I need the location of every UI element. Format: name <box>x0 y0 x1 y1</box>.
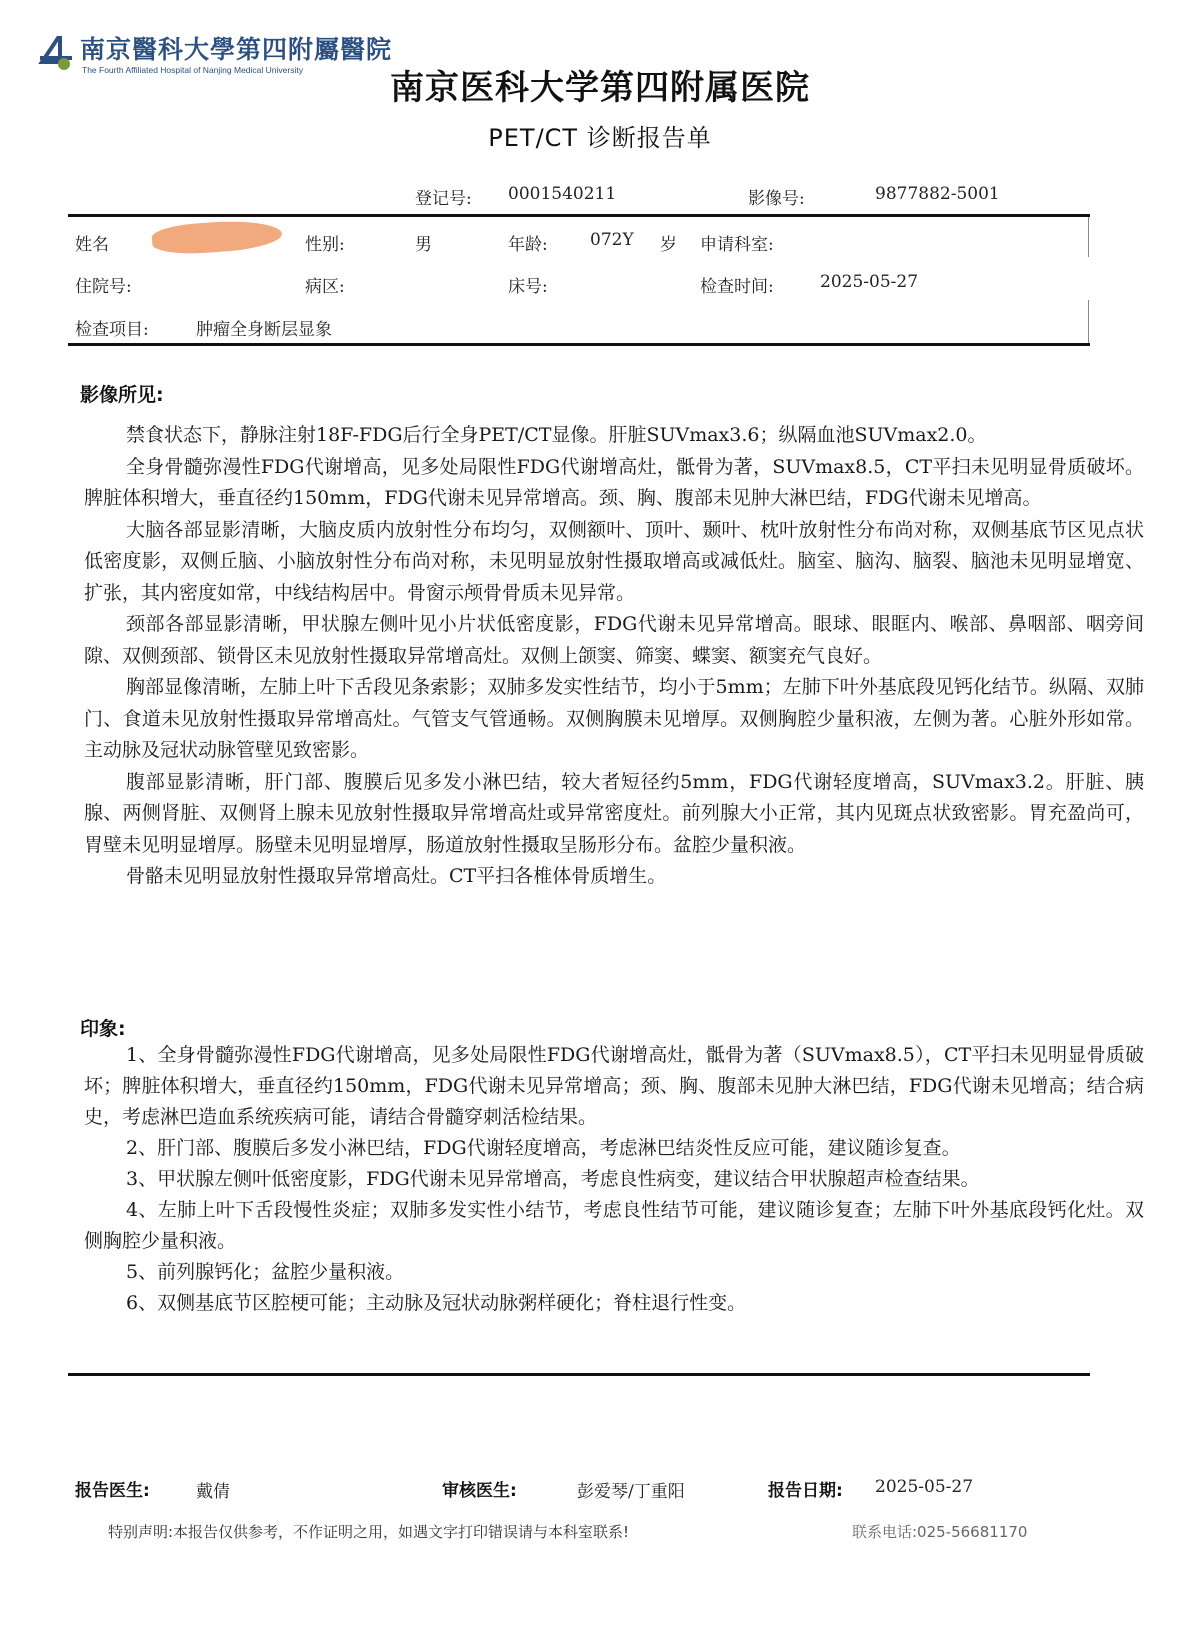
image-number-label: 影像号: <box>748 189 805 209</box>
sex-label: 性别: <box>305 235 345 255</box>
name-label: 姓名 <box>75 235 109 255</box>
exam-item-value: 肿瘤全身断层显象 <box>196 320 332 340</box>
ward-label: 病区: <box>305 277 345 297</box>
sex-value: 男 <box>415 235 432 255</box>
dept-label: 申请科室: <box>700 235 774 255</box>
impression-item: 1、全身骨髓弥漫性FDG代谢增高，见多处局限性FDG代谢增高灶，骶骨为著（SUVmax8.5），CT平扫未见明显骨质破坏；脾脏体积增大，垂直径约150mm，FDG代谢未见异常增高；颈、胸、腹部未见肿大淋巴结，FDG代谢未见增高；结合病史，考虑淋巴造血系统疾病可能，请结合骨髓穿刺活检结果。 <box>84 1044 1144 1128</box>
findings-paragraph: 大脑各部显影清晰，大脑皮质内放射性分布均匀，双侧额叶、顶叶、颞叶、枕叶放射性分布尚对称，双侧基底节区见点状低密度影，双侧丘脑、小脑放射性分布尚对称，未见明显放射性摄取增高或减低灶。脑室、脑沟、脑裂、脑池未见明显增宽、扩张，其内密度如常，中线结构居中。骨窗示颅骨骨质未见异常。 <box>84 518 1144 604</box>
report-title: PET/CT 诊断报告单 <box>488 124 712 152</box>
age-label: 年龄: <box>508 235 548 255</box>
exam-item-label: 检查项目: <box>75 320 149 340</box>
bed-label: 床号: <box>508 277 548 297</box>
report-date-label: 报告日期: <box>768 1481 843 1501</box>
impression-item: 2、肝门部、腹膜后多发小淋巴结，FDG代谢轻度增高，考虑淋巴结炎性反应可能，建议随诊复查。 <box>126 1137 961 1159</box>
report-doctor-label: 报告医生: <box>75 1481 150 1501</box>
reg-number-label: 登记号: <box>415 189 472 209</box>
impression-item: 6、双侧基底节区腔梗可能；主动脉及冠状动脉粥样硬化；脊柱退行性变。 <box>126 1292 747 1314</box>
report-date-value: 2025-05-27 <box>875 1477 974 1497</box>
impression-item: 5、前列腺钙化；盆腔少量积液。 <box>126 1261 405 1283</box>
impression-item: 4、左肺上叶下舌段慢性炎症；双肺多发实性小结节，考虑良性结节可能，建议随诊复查；左肺下叶外基底段钙化灶。双侧胸腔少量积液。 <box>84 1199 1144 1252</box>
findings-paragraph: 禁食状态下，静脉注射18F-FDG后行全身PET/CT显像。肝脏SUVmax3.6；纵隔血池SUVmax2.0。 <box>126 424 987 446</box>
exam-time-label: 检查时间: <box>700 277 774 297</box>
age-value: 072Y <box>590 230 634 250</box>
impression-body <box>0 1040 1200 1319</box>
impression-item: 3、甲状腺左侧叶低密度影，FDG代谢未见异常增高，考虑良性病变，建议结合甲状腺超声检查结果。 <box>126 1168 980 1190</box>
inpatient-label: 住院号: <box>75 277 132 297</box>
reg-number-value: 0001540211 <box>508 184 617 204</box>
disclaimer-text: 特别声明:本报告仅供参考，不作证明之用，如遇文字打印错误请与本科室联系! <box>108 1523 630 1541</box>
findings-body <box>0 420 1200 893</box>
info-top-rule <box>68 214 1090 217</box>
logo-text-cn: 南京醫科大學第四附屬醫院 <box>80 35 393 64</box>
contact-phone: 联系电话:025-56681170 <box>852 1523 1028 1541</box>
impression-heading: 印象: <box>80 1018 126 1040</box>
findings-paragraph: 腹部显影清晰，肝门部、腹膜后见多发小淋巴结，较大者短径约5mm，FDG代谢轻度增高，SUVmax3.2。肝脏、胰腺、两侧肾脏、双侧肾上腺未见放射性摄取异常增高灶或异常密度灶。前列腺大小正常，其内见斑点状致密影。胃充盈尚可，胃壁未见明显增厚。肠壁未见明显增厚，肠道放射性摄取呈肠形分布。盆腔少量积液。 <box>84 770 1144 856</box>
info-bottom-rule <box>68 343 1090 346</box>
findings-heading: 影像所见: <box>80 384 164 406</box>
review-doctor-label: 审核医生: <box>442 1481 517 1501</box>
exam-time-value: 2025-05-27 <box>820 272 919 292</box>
name-redaction <box>151 218 283 257</box>
findings-paragraph: 骨骼未见明显放射性摄取异常增高灶。CT平扫各椎体骨质增生。 <box>126 865 667 887</box>
findings-paragraph: 颈部各部显影清晰，甲状腺左侧叶见小片状低密度影，FDG代谢未见异常增高。眼球、眼眶内、喉部、鼻咽部、咽旁间隙、双侧颈部、锁骨区未见放射性摄取异常增高灶。双侧上颌窦、筛窦、蝶窦、额窦充气良好。 <box>84 613 1144 667</box>
footer-rule <box>68 1373 1090 1376</box>
logo-text-en: The Fourth Affiliated Hospital of Nanjing Medical University <box>82 65 303 75</box>
review-doctor-value: 彭爱琴/丁重阳 <box>577 1482 685 1502</box>
info-right-border <box>1088 217 1089 257</box>
report-doctor-value: 戴倩 <box>196 1482 230 1502</box>
findings-paragraph: 胸部显像清晰，左肺上叶下舌段见条索影；双肺多发实性结节，均小于5mm；左肺下叶外基底段见钙化结节。纵隔、双肺门、食道未见放射性摄取异常增高灶。气管支气管通畅。双侧胸膜未见增厚。双侧胸腔少量积液，左侧为著。心脏外形如常。主动脉及冠状动脉管壁见致密影。 <box>84 676 1144 761</box>
findings-paragraph: 全身骨髓弥漫性FDG代谢增高，见多处局限性FDG代谢增高灶，骶骨为著，SUVmax8.5，CT平扫未见明显骨质破坏。脾脏体积增大，垂直径约150mm，FDG代谢未见异常增高。颈、胸、腹部未见肿大淋巴结，FDG代谢未见增高。 <box>84 455 1144 509</box>
age-unit: 岁 <box>660 235 677 255</box>
image-number-value: 9877882-5001 <box>875 184 1000 204</box>
info-right-border-lower <box>1088 300 1089 344</box>
hospital-title: 南京医科大学第四附属医院 <box>390 68 810 108</box>
